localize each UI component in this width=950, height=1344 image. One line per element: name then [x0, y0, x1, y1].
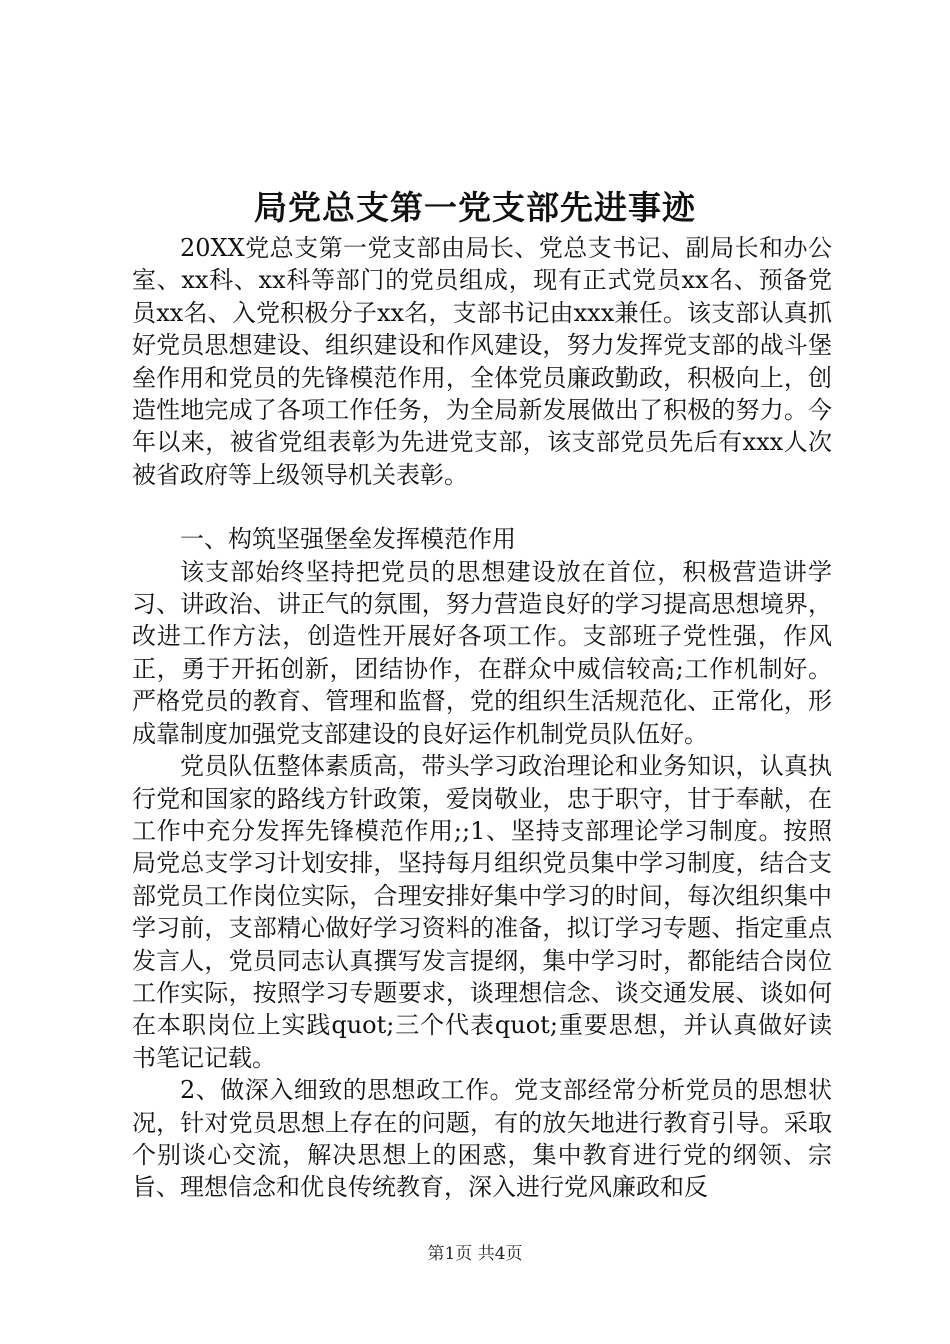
paragraph-study-system: 党员队伍整体素质高，带头学习政治理论和业务知识，认真执行党和国家的路线方针政策，爱岗敬业，忠于职守，甘于奉献，在工作中充分发挥先锋模范作用;;1、坚持支部理论学习制度。按照局党总支学习计划安排，坚持每月组织党员集中学习制度，结合支部党员工作岗位实际，合理安排好集中学习的时间，每次组织集中学习前，支部精心做好学习资料的准备，拟订学习专题、指定重点发言人，党员同志认真撰写发言提纲，集中学习时，都能结合岗位工作实际，按照学习专题要求，谈理想信念、谈交通发展、谈如何在本职岗位上实践quot;三个代表quot;重要思想，并认真做好读书笔记记载。: [132, 752, 832, 1072]
section-heading-1: 一、构筑坚强堡垒发挥模范作用: [180, 525, 516, 554]
paragraph-ideology: 该支部始终坚持把党员的思想建设放在首位，积极营造讲学习、讲政治、讲正气的氛围，努力营造良好的学习提高思想境界，改进工作方法，创造性开展好各项工作。支部班子党性强，作风正，勇于开拓创新，团结协作，在群众中威信较高;工作机制好。严格党员的教育、管理和监督，党的组织生活规范化、正常化，形成靠制度加强党支部建设的良好运作机制党员队伍好。: [132, 557, 832, 748]
paragraph-political-work: 2、做深入细致的思想政工作。党支部经常分析党员的思想状况，针对党员思想上存在的问题，有的放矢地进行教育引导。采取个别谈心交流，解决思想上的困惑，集中教育进行党的纲领、宗旨、理想信念和优良传统教育，深入进行党风廉政和反: [132, 1076, 832, 1202]
paragraph-spacer: [132, 491, 832, 523]
document-title: 局党总支第一党支部先进事迹: [254, 188, 696, 227]
page-number-footer: 第1页 共4页: [427, 1244, 523, 1264]
document-body: [132, 232, 832, 1204]
paragraph-intro: 20XX党总支第一党支部由局长、党总支书记、副局长和办公室、xx科、xx科等部门的党员组成，现有正式党员xx名、预备党员xx名、入党积极分子xx名，支部书记由xxx兼任。该支部认真抓好党员思想建设、组织建设和作风建设，努力发挥党支部的战斗堡垒作用和党员的先锋模范作用，全体党员廉政勤政，积极向上，创造性地完成了各项工作任务，为全局新发展做出了积极的努力。今年以来，被省党组表彰为先进党支部，该支部党员先后有xxx人次被省政府等上级领导机关表彰。: [132, 234, 832, 489]
